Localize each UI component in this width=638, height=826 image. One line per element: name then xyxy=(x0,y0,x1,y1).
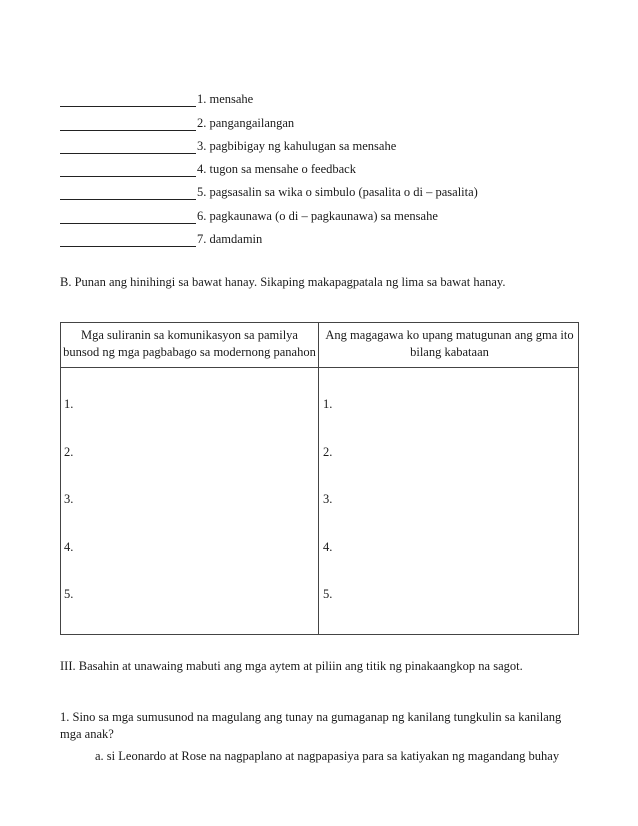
table-row: 3. xyxy=(64,492,74,506)
item-text: 6. pagkaunawa (o di – pagkaunawa) sa mensahe xyxy=(197,208,438,223)
item-text: 7. damdamin xyxy=(197,232,263,247)
table-row: 1. xyxy=(64,397,74,411)
item-text: 3. pagbibigay ng kahulugan sa mensahe xyxy=(197,138,397,153)
header-left-line: bunsod ng mga pagbabago sa modernong panahon xyxy=(63,345,316,359)
table-row: 2. xyxy=(64,444,74,459)
list-item xyxy=(60,84,478,107)
section-iii-instruction: III. Basahin at unawaing mabuti ang mga aytem at piliin ang titik ng pinakaangkop na sagot. xyxy=(60,659,523,673)
column-divider xyxy=(318,323,319,634)
item-text: 2. pangangailangan xyxy=(197,115,295,130)
header-divider xyxy=(61,367,578,368)
table-row: 3. xyxy=(323,492,333,506)
header-right-line: Ang magagawa ko upang matugunan ang gma ito xyxy=(325,328,574,342)
answer-blank[interactable] xyxy=(60,186,196,200)
solutions-column[interactable] xyxy=(323,397,332,635)
list-item xyxy=(60,107,478,130)
table-row: 2. xyxy=(323,444,333,459)
section-b-instruction: B. Punan ang hinihingi sa bawat hanay. Sikaping makapagpatala ng lima sa bawat hanay. xyxy=(60,275,506,289)
answer-blank[interactable] xyxy=(60,163,196,177)
header-left xyxy=(61,327,318,361)
answer-blank[interactable] xyxy=(60,210,196,224)
answer-blank[interactable] xyxy=(60,140,196,154)
matching-list xyxy=(60,84,478,247)
header-right-line: bilang kabataan xyxy=(410,345,489,359)
table-row: 5. xyxy=(64,587,74,601)
header-left-line: Mga suliranin sa komunikasyon sa pamilya xyxy=(81,328,298,342)
list-item xyxy=(60,154,478,177)
answer-blank[interactable] xyxy=(60,93,196,107)
list-item xyxy=(60,131,478,154)
list-item xyxy=(60,177,478,200)
table-row: 1. xyxy=(323,397,333,411)
answer-table xyxy=(60,322,579,635)
answer-blank[interactable] xyxy=(60,233,196,247)
problems-column[interactable] xyxy=(64,397,73,635)
item-text: 1. mensahe xyxy=(197,92,254,107)
header-right xyxy=(319,327,580,361)
list-item xyxy=(60,224,478,247)
table-row: 4. xyxy=(323,539,333,554)
list-item xyxy=(60,200,478,223)
item-text: 4. tugon sa mensahe o feedback xyxy=(197,162,356,177)
table-row: 4. xyxy=(64,539,74,554)
question-1: 1. Sino sa mga sumusunod na magulang ang tunay na gumaganap ng kanilang tungkulin sa kanilang mga anak? xyxy=(60,710,562,741)
answer-blank[interactable] xyxy=(60,117,196,131)
choice-a[interactable]: a. si Leonardo at Rose na nagpaplano at nagpapasiya para sa katiyakan ng magandang buhay xyxy=(95,749,560,763)
item-text: 5. pagsasalin sa wika o simbulo (pasalita o di – pasalita) xyxy=(197,185,478,200)
table-row: 5. xyxy=(323,587,333,601)
